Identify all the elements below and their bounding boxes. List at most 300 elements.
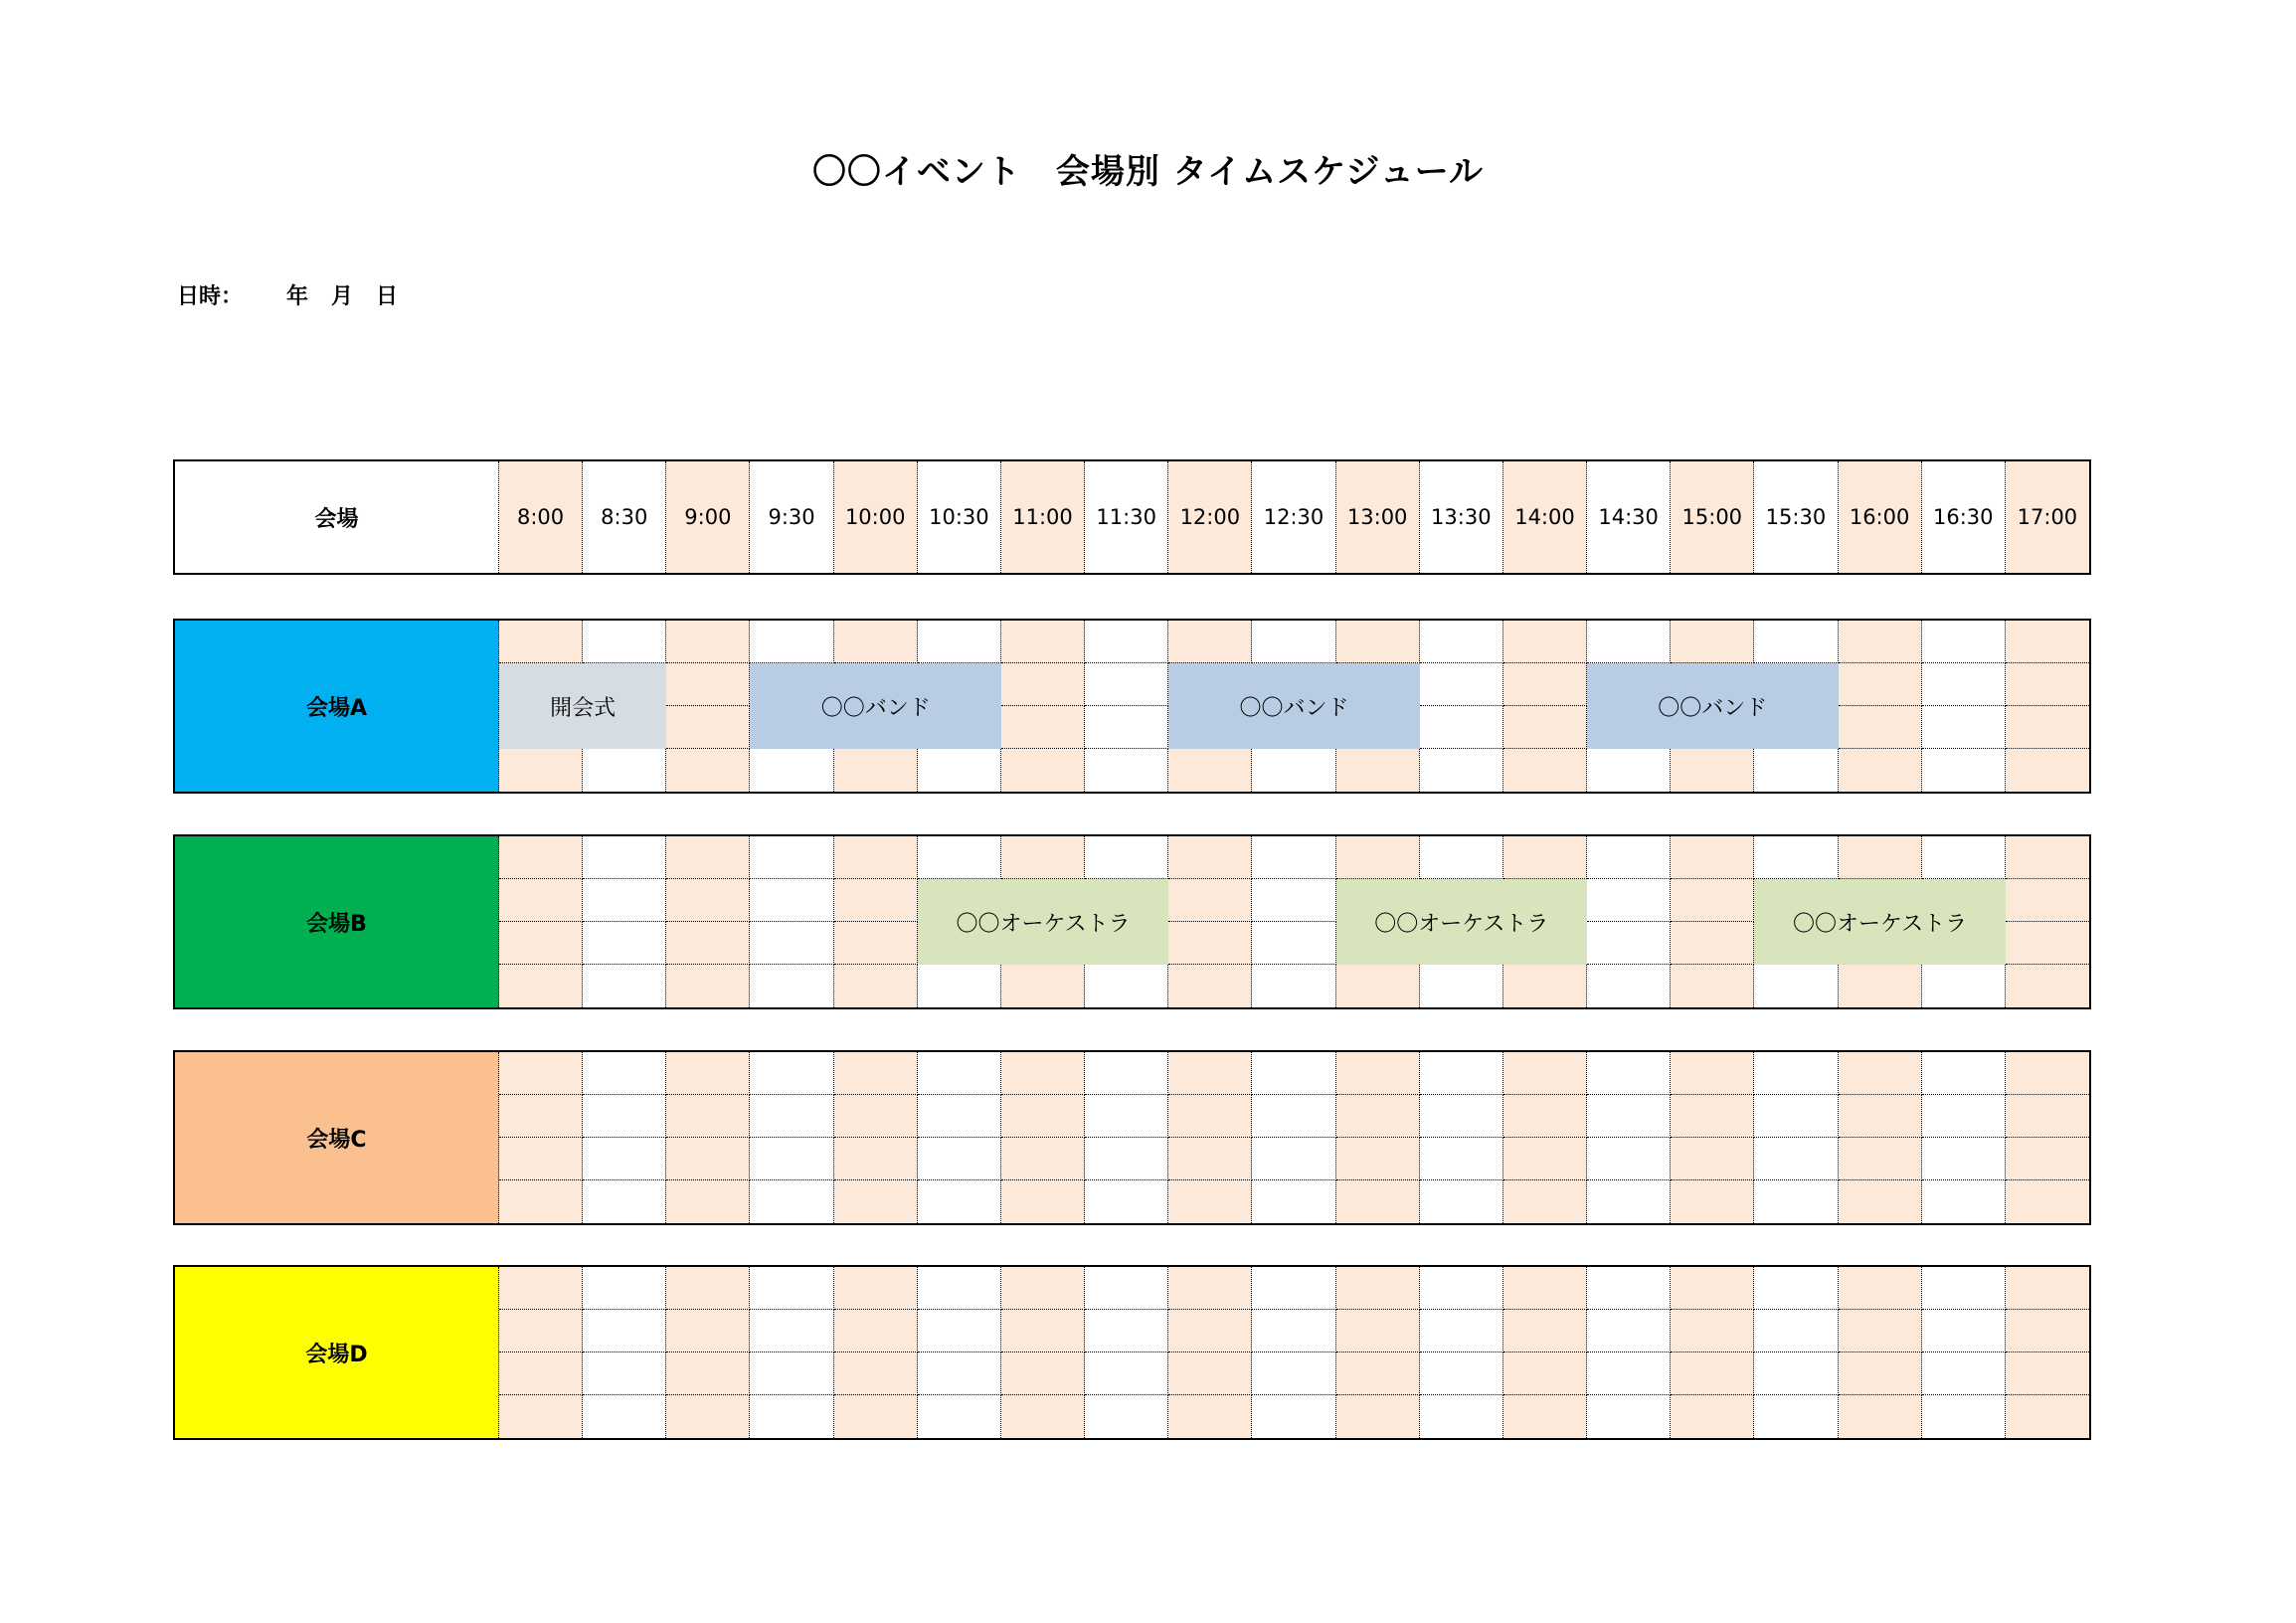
schedule-cell[interactable] [1420,1310,1503,1352]
schedule-cell[interactable] [1503,1095,1587,1138]
schedule-cell[interactable] [666,1267,750,1310]
schedule-cell[interactable] [918,1138,1001,1180]
schedule-cell[interactable] [834,1095,918,1138]
schedule-cell[interactable] [1252,1267,1335,1310]
schedule-cell[interactable] [1001,706,1085,749]
schedule-cell[interactable] [1503,749,1587,792]
schedule-cell[interactable] [1168,1138,1252,1180]
schedule-cell[interactable] [666,879,750,922]
schedule-cell[interactable] [1420,1052,1503,1095]
schedule-cell[interactable] [1839,1267,1922,1310]
schedule-cell[interactable] [1922,1395,2006,1438]
schedule-cell[interactable] [750,749,833,792]
schedule-cell[interactable] [1754,1352,1838,1395]
schedule-cell[interactable] [583,1395,666,1438]
schedule-cell[interactable] [499,1310,583,1352]
schedule-cell[interactable] [1922,1267,2006,1310]
schedule-cell[interactable] [1839,965,1922,1007]
schedule-cell[interactable] [1839,1180,1922,1223]
schedule-cell[interactable] [1001,1052,1085,1095]
schedule-cell[interactable] [499,1180,583,1223]
schedule-cell[interactable] [750,836,833,879]
schedule-cell[interactable] [1754,836,1838,879]
schedule-cell[interactable] [1001,965,1085,1007]
schedule-cell[interactable] [1336,1395,1420,1438]
schedule-cell[interactable] [499,1352,583,1395]
schedule-cell[interactable] [2006,1267,2089,1310]
schedule-cell[interactable] [1922,1180,2006,1223]
schedule-cell[interactable] [583,922,666,965]
schedule-cell[interactable] [666,1180,750,1223]
event-block[interactable]: 開会式 [499,663,666,749]
schedule-cell[interactable] [1420,836,1503,879]
schedule-cell[interactable] [1754,965,1838,1007]
schedule-cell[interactable] [1754,621,1838,663]
schedule-cell[interactable] [918,1095,1001,1138]
schedule-cell[interactable] [750,1052,833,1095]
schedule-cell[interactable] [1252,1395,1335,1438]
schedule-cell[interactable] [583,1138,666,1180]
schedule-cell[interactable] [1336,1180,1420,1223]
schedule-cell[interactable] [1252,1180,1335,1223]
schedule-cell[interactable] [1922,663,2006,706]
schedule-cell[interactable] [918,965,1001,1007]
schedule-cell[interactable] [499,621,583,663]
schedule-cell[interactable] [1671,1310,1754,1352]
schedule-cell[interactable] [1839,1395,1922,1438]
schedule-cell[interactable] [1922,749,2006,792]
time-header-900: 9:00 [666,461,750,573]
schedule-cell[interactable] [1336,836,1420,879]
schedule-cell[interactable] [666,922,750,965]
schedule-cell[interactable] [1587,836,1671,879]
schedule-cell[interactable] [1503,1352,1587,1395]
schedule-cell[interactable] [2006,836,2089,879]
schedule-cell[interactable] [583,1352,666,1395]
schedule-cell[interactable] [1420,1267,1503,1310]
schedule-cell[interactable] [1085,1310,1168,1352]
schedule-cell[interactable] [1336,965,1420,1007]
schedule-cell[interactable] [1503,1180,1587,1223]
header-table [173,459,2091,575]
schedule-cell[interactable] [1754,1138,1838,1180]
venue-name-cell: 会場C [175,1052,499,1223]
schedule-cell[interactable] [1085,706,1168,749]
schedule-cell[interactable] [1085,621,1168,663]
schedule-cell[interactable] [666,749,750,792]
schedule-cell[interactable] [1252,1352,1335,1395]
schedule-cell[interactable] [666,1352,750,1395]
schedule-cell[interactable] [1839,1052,1922,1095]
schedule-cell[interactable] [1587,1267,1671,1310]
event-block[interactable]: 〇〇バンド [1587,663,1838,749]
schedule-cell[interactable] [1671,1180,1754,1223]
schedule-cell[interactable] [2006,879,2089,922]
schedule-cell[interactable] [2006,749,2089,792]
schedule-cell[interactable] [1252,965,1335,1007]
schedule-cell[interactable] [1922,1310,2006,1352]
schedule-cell[interactable] [1922,1352,2006,1395]
schedule-cell[interactable] [2006,1095,2089,1138]
schedule-cell[interactable] [666,663,750,706]
schedule-cell[interactable] [1336,1352,1420,1395]
schedule-cell[interactable] [750,1310,833,1352]
schedule-cell[interactable] [1754,1267,1838,1310]
schedule-cell[interactable] [1168,1310,1252,1352]
schedule-cell[interactable] [583,1310,666,1352]
time-header-1300: 13:00 [1336,461,1420,573]
schedule-cell[interactable] [1168,1180,1252,1223]
schedule-cell[interactable] [1085,1095,1168,1138]
time-header-1430: 14:30 [1587,461,1671,573]
schedule-cell[interactable] [1671,1267,1754,1310]
time-header-1100: 11:00 [1001,461,1085,573]
schedule-cell[interactable] [1839,1138,1922,1180]
schedule-cell[interactable] [1420,1095,1503,1138]
schedule-cell[interactable] [1420,663,1503,706]
schedule-cell[interactable] [583,1180,666,1223]
schedule-cell[interactable] [1001,1138,1085,1180]
schedule-cell[interactable] [499,879,583,922]
time-header-1230: 12:30 [1252,461,1335,573]
schedule-cell[interactable] [666,965,750,1007]
schedule-cell[interactable] [2006,1395,2089,1438]
schedule-cell[interactable] [1168,1052,1252,1095]
page-title: 〇〇イベント 会場別 タイムスケジュール [811,152,1485,192]
schedule-cell[interactable] [1503,965,1587,1007]
schedule-cell[interactable] [1001,1352,1085,1395]
event-block[interactable]: 〇〇バンド [750,663,1000,749]
schedule-cell[interactable] [1420,621,1503,663]
schedule-cell[interactable] [1754,1180,1838,1223]
schedule-cell[interactable] [1587,621,1671,663]
schedule-cell[interactable] [1587,1352,1671,1395]
schedule-cell[interactable] [1503,706,1587,749]
time-header-1700: 17:00 [2006,461,2089,573]
schedule-cell[interactable] [499,1138,583,1180]
schedule-cell[interactable] [2006,922,2089,965]
schedule-cell[interactable] [918,1395,1001,1438]
schedule-cell[interactable] [1671,1395,1754,1438]
time-header-1500: 15:00 [1671,461,1754,573]
schedule-cell[interactable] [918,836,1001,879]
schedule-cell[interactable] [1420,1395,1503,1438]
time-header-1200: 12:00 [1168,461,1252,573]
schedule-cell[interactable] [1420,965,1503,1007]
schedule-cell[interactable] [1001,663,1085,706]
schedule-cell[interactable] [583,1095,666,1138]
schedule-cell[interactable] [499,922,583,965]
date-label: 日時： [177,284,244,309]
venue-name-cell: 会場B [175,836,499,1007]
schedule-cell[interactable] [834,1138,918,1180]
schedule-cell[interactable] [1420,1352,1503,1395]
schedule-cell[interactable] [1252,922,1335,965]
schedule-cell[interactable] [1252,1138,1335,1180]
schedule-cell[interactable] [583,965,666,1007]
schedule-cell[interactable] [1671,749,1754,792]
time-header-930: 9:30 [750,461,833,573]
schedule-cell[interactable] [1420,1180,1503,1223]
schedule-cell[interactable] [666,836,750,879]
schedule-cell[interactable] [499,1395,583,1438]
schedule-cell[interactable] [499,1052,583,1095]
schedule-cell[interactable] [666,1138,750,1180]
schedule-cell[interactable] [499,749,583,792]
schedule-cell[interactable] [1001,1395,1085,1438]
schedule-cell[interactable] [1587,1095,1671,1138]
schedule-cell[interactable] [583,836,666,879]
schedule-cell[interactable] [1168,836,1252,879]
schedule-cell[interactable] [1671,1352,1754,1395]
schedule-cell[interactable] [1252,749,1335,792]
schedule-cell[interactable] [1587,879,1671,922]
schedule-cell[interactable] [583,621,666,663]
schedule-cell[interactable] [583,1052,666,1095]
schedule-cell[interactable] [1503,1138,1587,1180]
schedule-cell[interactable] [1168,965,1252,1007]
schedule-cell[interactable] [1922,706,2006,749]
schedule-cell[interactable] [2006,1180,2089,1223]
venue-table-2 [173,834,2091,1009]
schedule-cell[interactable] [1001,1310,1085,1352]
time-header-1530: 15:30 [1754,461,1838,573]
schedule-cell[interactable] [834,1352,918,1395]
schedule-cell[interactable] [1503,836,1587,879]
schedule-cell[interactable] [499,1267,583,1310]
schedule-cell[interactable] [1671,965,1754,1007]
schedule-cell[interactable] [1001,749,1085,792]
schedule-cell[interactable] [1754,1095,1838,1138]
schedule-cell[interactable] [1922,965,2006,1007]
time-header-800: 8:00 [499,461,583,573]
schedule-cell[interactable] [834,749,918,792]
schedule-cell[interactable] [1754,1395,1838,1438]
schedule-cell[interactable] [1168,879,1252,922]
schedule-cell[interactable] [1336,1052,1420,1095]
schedule-cell[interactable] [1252,836,1335,879]
schedule-cell[interactable] [750,1267,833,1310]
schedule-cell[interactable] [1839,1095,1922,1138]
schedule-cell[interactable] [2006,1310,2089,1352]
schedule-cell[interactable] [666,1310,750,1352]
schedule-cell[interactable] [1001,621,1085,663]
time-header-1630: 16:30 [1922,461,2006,573]
schedule-cell[interactable] [666,1052,750,1095]
schedule-cell[interactable] [1754,1310,1838,1352]
schedule-cell[interactable] [750,621,833,663]
schedule-cell[interactable] [918,1267,1001,1310]
schedule-cell[interactable] [834,836,918,879]
time-header-1030: 10:30 [918,461,1001,573]
time-header-1600: 16:00 [1839,461,1922,573]
schedule-cell[interactable] [1922,1095,2006,1138]
schedule-cell[interactable] [1336,1310,1420,1352]
schedule-cell[interactable] [750,879,833,922]
schedule-cell[interactable] [1001,1095,1085,1138]
schedule-cell[interactable] [750,1352,833,1395]
schedule-cell[interactable] [1168,1395,1252,1438]
schedule-cell[interactable] [1587,1180,1671,1223]
schedule-cell[interactable] [2006,663,2089,706]
schedule-cell[interactable] [1671,1138,1754,1180]
time-header-1000: 10:00 [834,461,918,573]
date-month: 月 [331,284,354,309]
schedule-cell[interactable] [1839,621,1922,663]
schedule-cell[interactable] [1168,922,1252,965]
schedule-cell[interactable] [1671,879,1754,922]
schedule-cell[interactable] [1252,879,1335,922]
schedule-cell[interactable] [666,706,750,749]
schedule-cell[interactable] [1336,1095,1420,1138]
schedule-cell[interactable] [666,621,750,663]
schedule-cell[interactable] [1420,749,1503,792]
schedule-cell[interactable] [1420,706,1503,749]
schedule-cell[interactable] [1085,1395,1168,1438]
schedule-cell[interactable] [1922,1138,2006,1180]
schedule-cell[interactable] [1587,749,1671,792]
schedule-cell[interactable] [1839,749,1922,792]
schedule-cell[interactable] [1671,621,1754,663]
schedule-cell[interactable] [1587,965,1671,1007]
schedule-cell[interactable] [1503,1310,1587,1352]
schedule-cell[interactable] [1085,663,1168,706]
venue-table-3 [173,1050,2091,1225]
schedule-cell[interactable] [1252,1052,1335,1095]
schedule-cell[interactable] [499,965,583,1007]
schedule-cell[interactable] [1420,1138,1503,1180]
schedule-cell[interactable] [834,1180,918,1223]
schedule-cell[interactable] [834,621,918,663]
schedule-cell[interactable] [834,1395,918,1438]
schedule-cell[interactable] [499,1095,583,1138]
schedule-cell[interactable] [750,1095,833,1138]
schedule-cell[interactable] [1839,1310,1922,1352]
schedule-cell[interactable] [1503,621,1587,663]
schedule-cell[interactable] [1336,1267,1420,1310]
schedule-cell[interactable] [834,965,918,1007]
schedule-cell[interactable] [1085,1052,1168,1095]
schedule-cell[interactable] [918,1352,1001,1395]
schedule-cell[interactable] [1671,922,1754,965]
schedule-cell[interactable] [918,1310,1001,1352]
schedule-cell[interactable] [1839,663,1922,706]
schedule-cell[interactable] [750,922,833,965]
schedule-cell[interactable] [1754,749,1838,792]
schedule-cell[interactable] [834,922,918,965]
time-header-1400: 14:00 [1503,461,1587,573]
schedule-cell[interactable] [1252,1310,1335,1352]
time-header-830: 8:30 [583,461,666,573]
schedule-cell[interactable] [834,1310,918,1352]
schedule-cell[interactable] [1168,1267,1252,1310]
schedule-cell[interactable] [1503,1267,1587,1310]
schedule-cell[interactable] [1001,1267,1085,1310]
schedule-cell[interactable] [666,1095,750,1138]
schedule-cell[interactable] [1168,749,1252,792]
event-block[interactable]: 〇〇オーケストラ [1754,879,2005,965]
schedule-cell[interactable] [2006,1138,2089,1180]
schedule-cell[interactable] [666,1395,750,1438]
date-line [177,279,421,310]
schedule-cell[interactable] [1587,1138,1671,1180]
schedule-cell[interactable] [1922,836,2006,879]
schedule-cell[interactable] [1001,836,1085,879]
schedule-cell[interactable] [750,1138,833,1180]
schedule-cell[interactable] [1001,1180,1085,1223]
schedule-cell[interactable] [1252,621,1335,663]
schedule-cell[interactable] [1336,621,1420,663]
schedule-cell[interactable] [834,879,918,922]
schedule-cell[interactable] [1754,1052,1838,1095]
schedule-cell[interactable] [834,1052,918,1095]
schedule-cell[interactable] [750,1395,833,1438]
schedule-cell[interactable] [1587,1052,1671,1095]
event-block[interactable]: 〇〇オーケストラ [1336,879,1587,965]
schedule-cell[interactable] [1839,706,1922,749]
schedule-cell[interactable] [1503,1052,1587,1095]
schedule-cell[interactable] [1503,1395,1587,1438]
schedule-cell[interactable] [834,1267,918,1310]
schedule-cell[interactable] [1168,1352,1252,1395]
schedule-cell[interactable] [1336,1138,1420,1180]
schedule-cell[interactable] [750,1180,833,1223]
schedule-cell[interactable] [1085,965,1168,1007]
event-block[interactable]: 〇〇オーケストラ [918,879,1168,965]
schedule-cell[interactable] [1587,1395,1671,1438]
schedule-cell[interactable] [1671,1052,1754,1095]
schedule-cell[interactable] [1922,621,2006,663]
date-day: 日 [376,284,399,309]
schedule-cell[interactable] [1085,1138,1168,1180]
schedule-cell[interactable] [1085,836,1168,879]
schedule-cell[interactable] [499,836,583,879]
schedule-cell[interactable] [1336,749,1420,792]
schedule-cell[interactable] [918,749,1001,792]
schedule-cell[interactable] [2006,965,2089,1007]
schedule-cell[interactable] [1839,836,1922,879]
schedule-cell[interactable] [583,1267,666,1310]
schedule-cell[interactable] [1503,663,1587,706]
schedule-cell[interactable] [1671,836,1754,879]
schedule-cell[interactable] [1587,1310,1671,1352]
schedule-cell[interactable] [918,1180,1001,1223]
schedule-cell[interactable] [1085,749,1168,792]
schedule-cell[interactable] [2006,1352,2089,1395]
schedule-cell[interactable] [1168,621,1252,663]
schedule-cell[interactable] [1168,1095,1252,1138]
schedule-cell[interactable] [583,749,666,792]
schedule-cell[interactable] [583,879,666,922]
schedule-cell[interactable] [1085,1267,1168,1310]
schedule-cell[interactable] [2006,1052,2089,1095]
schedule-cell[interactable] [1252,1095,1335,1138]
schedule-cell[interactable] [750,965,833,1007]
schedule-cell[interactable] [1085,1180,1168,1223]
schedule-cell[interactable] [918,1052,1001,1095]
schedule-cell[interactable] [1839,1352,1922,1395]
schedule-cell[interactable] [1587,922,1671,965]
schedule-cell[interactable] [918,621,1001,663]
venue-name-cell: 会場A [175,621,499,792]
schedule-cell[interactable] [1671,1095,1754,1138]
schedule-cell[interactable] [1085,1352,1168,1395]
event-block[interactable]: 〇〇バンド [1168,663,1419,749]
schedule-cell[interactable] [1922,1052,2006,1095]
schedule-cell[interactable] [2006,706,2089,749]
venue-table-1 [173,619,2091,794]
schedule-cell[interactable] [2006,621,2089,663]
